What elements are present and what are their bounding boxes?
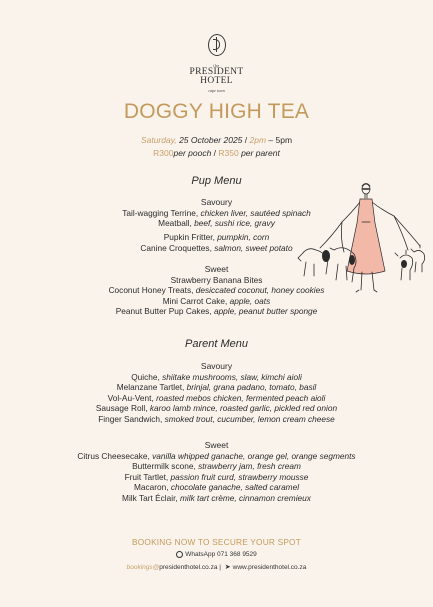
item-name: Finger Sandwich, (98, 413, 165, 424)
menu-item (0, 482, 433, 493)
item-desc: apple, oats (229, 295, 271, 306)
event-date: 25 October 2025 (179, 135, 243, 145)
event-date-line (0, 135, 433, 145)
dog-walker-illustration (296, 178, 430, 296)
price-pooch-label: per pooch (173, 148, 212, 158)
whatsapp-icon (176, 551, 183, 558)
pup-sweet-heading: Sweet (204, 264, 229, 274)
parent-savoury-heading: Savoury (200, 361, 233, 371)
event-price-line (0, 148, 433, 158)
menu-item (0, 461, 433, 472)
item-name: Melanzane Tartlet, (116, 382, 187, 393)
email-domain[interactable]: presidenthotel.co.za (159, 564, 218, 571)
logo-city: cape town (208, 88, 225, 93)
contact-line (0, 563, 433, 571)
menu-item (0, 393, 433, 404)
item-desc: strawberry jam, fresh cream (198, 461, 301, 472)
item-name: Mini Carrot Cake, (162, 295, 230, 306)
item-desc: milk tart crème, cinnamon cremieux (179, 492, 311, 503)
item-name: Buttermilk scone, (132, 461, 199, 472)
item-name: Coconut Honey Treats, (108, 285, 196, 296)
logo-the: the (213, 63, 220, 68)
item-name: Strawberry Banana Bites (170, 274, 263, 285)
menu-item (0, 493, 433, 504)
item-name: Vol-Au-Vent, (107, 392, 157, 403)
pup-savoury-heading: Savoury (200, 197, 233, 207)
price-parent-amount: R350 (218, 148, 239, 158)
logo-name-line2: HOTEL (200, 76, 233, 86)
item-desc: brinjal, grana padano, tomato, basil (186, 382, 317, 393)
menu-item (0, 451, 433, 462)
item-desc: roasted mebos chicken, fermented peach aioli (156, 392, 326, 403)
menu-item (0, 382, 433, 393)
website-link[interactable]: www.presidenthotel.co.za (232, 564, 307, 571)
item-name: Milk Tart Éclair, (122, 492, 180, 503)
item-name: Pupkin Fritter, (163, 232, 218, 243)
item-name: Sausage Roll, (95, 403, 150, 414)
item-desc: apple, peanut butter sponge (213, 306, 318, 317)
item-desc: pumpkin, corn (217, 232, 270, 243)
item-desc: beef, sushi rice, gravy (194, 218, 275, 229)
price-parent-label: per parent (238, 148, 280, 158)
whatsapp-line[interactable] (0, 551, 433, 558)
logo-name-line1: PRESIDENT (189, 67, 244, 77)
email-prefix[interactable]: bookings@ (126, 564, 160, 571)
whatsapp-number[interactable]: WhatsApp 071 368 9529 (185, 551, 257, 558)
item-name: Citrus Cheesecake, (77, 450, 153, 461)
monogram-icon (208, 34, 226, 56)
item-desc: salmon, sweet potato (214, 242, 293, 253)
menu-item (0, 306, 433, 317)
item-name: Meatball, (158, 218, 195, 229)
separator: / (211, 148, 219, 158)
item-desc: smoked trout, cucumber, lemon cream cheese (164, 413, 335, 424)
pup-menu-heading: Pup Menu (191, 175, 242, 187)
item-desc: chicken liver, sautéed spinach (200, 207, 311, 218)
item-name: Macaron, (133, 482, 171, 493)
hotel-logo (0, 34, 433, 93)
menu-item (0, 372, 433, 383)
page-title: DOGGY HIGH TEA (123, 100, 310, 123)
event-time-end: – 5pm (266, 135, 293, 145)
item-name: Quiche, (131, 371, 163, 382)
menu-item (0, 403, 433, 414)
menu-item (0, 414, 433, 425)
parent-sweet-list (0, 440, 433, 504)
item-desc: shiitake mushrooms, slaw, kimchi aioli (162, 371, 302, 382)
menu-item (0, 472, 433, 483)
event-time-start: 2pm (249, 135, 267, 145)
item-desc: vanilla whipped ganache, orange gel, orange segments (152, 450, 356, 461)
item-name: Peanut Butter Pup Cakes, (115, 306, 214, 317)
contact-divider: | (217, 564, 223, 571)
item-name: Fruit Tartlet, (124, 471, 171, 482)
parent-menu-heading: Parent Menu (185, 338, 248, 350)
parent-savoury-list (0, 361, 433, 425)
dog-4 (411, 245, 425, 272)
menu-item (0, 296, 433, 307)
price-pooch-amount: R300 (153, 148, 174, 158)
cursor-icon: ➤ (224, 564, 231, 571)
item-name: Tail-wagging Terrine, (122, 207, 201, 218)
item-desc: chocolate ganache, salted caramel (170, 482, 300, 493)
item-desc: desiccated coconut, honey cookies (195, 285, 325, 296)
event-day: Saturday, (140, 135, 177, 145)
parent-sweet-heading: Sweet (204, 440, 229, 450)
booking-banner: BOOKING NOW TO SECURE YOUR SPOT (132, 537, 301, 547)
item-desc: passion fruit curd, strawberry mousse (170, 471, 309, 482)
item-desc: karoo lamb mince, roasted garlic, pickled red onion (149, 403, 338, 414)
separator: / (242, 135, 250, 145)
item-name: Canine Croquettes, (140, 242, 215, 253)
